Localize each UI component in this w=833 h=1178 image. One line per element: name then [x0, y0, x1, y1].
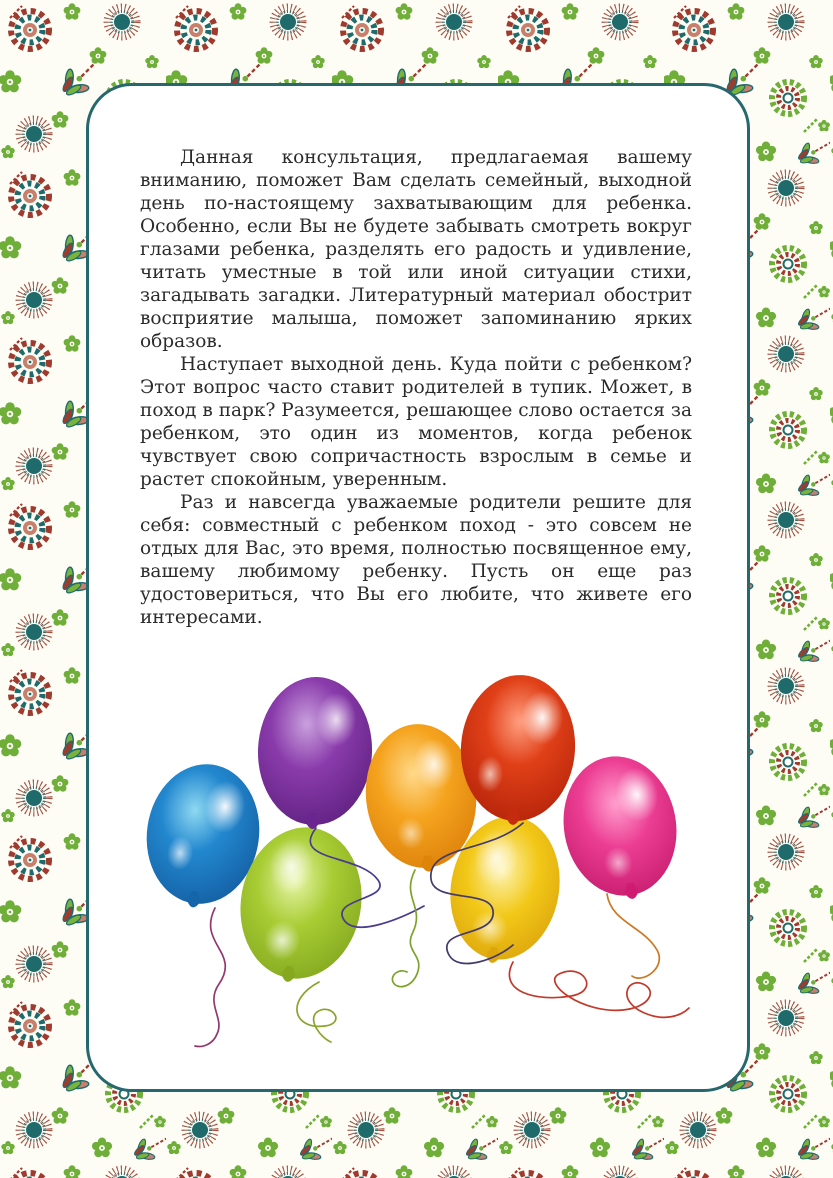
document-text [140, 146, 692, 629]
paragraph-1: Данная консультация, предлагаемая вашему вниманию, поможет Вам сделать семейный, выходной день по-настоящему захватывающим для ребенка. Особенно, если Вы не будете забывать смотреть вокруг глазами ребенка, разделять его радость и удивление, читать уместные в той или иной ситуации стихи, загадывать загадки. Литературный материал обострит восприятие малыша, поможет запоминанию ярких образов. [140, 147, 692, 352]
string-blue [195, 908, 225, 1047]
string-green [297, 982, 336, 1042]
string-yellow [509, 962, 689, 1017]
paragraph-2: Наступает выходной день. Куда пойти с ребенком? Этот вопрос часто ставит родителей в тупик. Может, в поход в парк? Разумеется, решающее слово остается за ребенком, это один из моментов, когда ребенок чувствует свою сопричастность взрослым в семье и растет спокойным, уверенным. [140, 354, 692, 490]
balloon-pink [553, 747, 688, 908]
balloon-purple [255, 675, 374, 831]
paragraph-3: Раз и навсегда уважаемые родители решите для себя: совместный с ребенком поход - это совсем не отдых для Вас, это время, полностью посвященное ему, вашему любимому ребенку. Пусть он еще раз удостовериться, что Вы его любите, что живете его интересами. [140, 492, 692, 628]
content-card [86, 83, 750, 1092]
string-orange [392, 870, 418, 987]
string-pink [607, 894, 659, 978]
balloons-illustration [133, 656, 709, 1056]
